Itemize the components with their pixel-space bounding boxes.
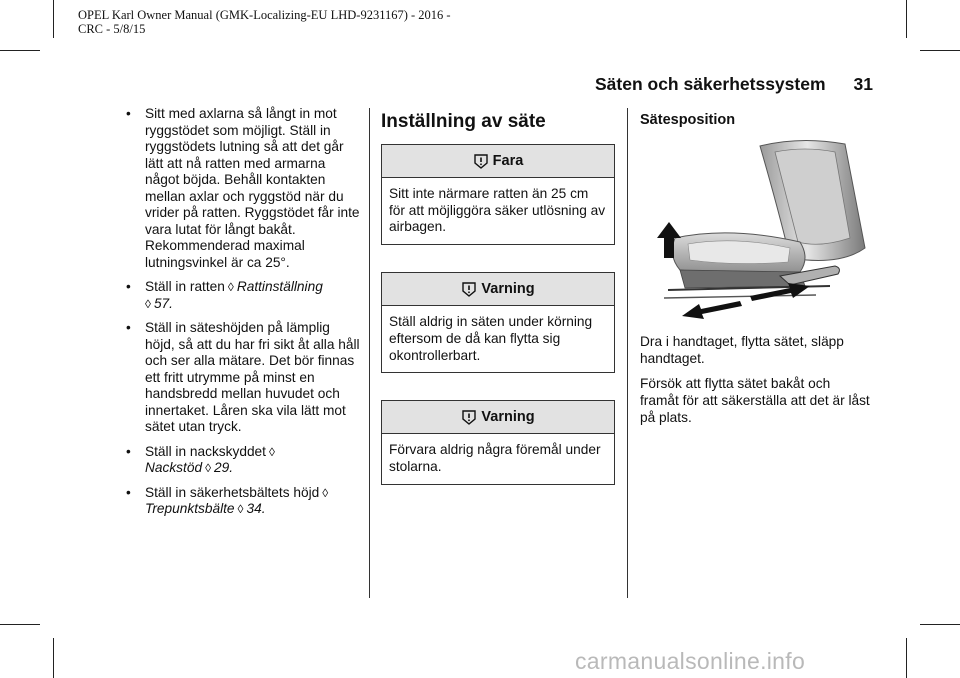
crop-mark [0, 624, 40, 625]
warning-box-header [382, 401, 614, 434]
danger-box-header [382, 145, 614, 178]
list-item [123, 106, 363, 271]
warning-text: Ställ aldrig in säten under körning eftersom de då kan flytta sig okontrollerbart. [389, 314, 593, 363]
warning-icon [461, 281, 477, 297]
page-ref-icon: ◊ [268, 444, 275, 459]
list-item-text: Sitt med axlarna så långt in mot ryggstödet som möjligt. Ställ in ryggstödets lutning så att det går lätt att nå ratten med armarna något böjda. Behåll kontakten mellan axlar och ryggstöd när du vrider på ratten. Ryggstödet får inte vara lutat för långt bakåt. Rekommenderad maximal lutningsvinkel är ca 25°. [145, 106, 360, 270]
crop-mark [920, 624, 960, 625]
page-title: Säten och säkerhetssystem [594, 74, 826, 94]
page-ref-icon: ◊ [205, 461, 211, 475]
cross-reference-link[interactable]: Trepunktsbälte [145, 501, 235, 516]
page-ref-number[interactable]: 34. [246, 501, 266, 516]
page-ref-icon: ◊ [322, 485, 329, 500]
bullet: • [126, 320, 131, 335]
list-item-text: Ställ in säteshöjden på lämplig höjd, så att du har fri sikt åt alla håll och ser alla mätare. Det bör finnas ett fritt utrymme på minst en handsbredd mellan huvudet och innertaket. Låren ska vila lätt mot sätet utan tryck. [145, 320, 360, 434]
doc-meta-line2: CRC - 5/8/15 [78, 22, 146, 36]
page-ref-icon: ◊ [237, 502, 244, 516]
page-ref-icon: ◊ [227, 280, 234, 294]
instruction-paragraph: Dra i handtaget, flytta sätet, släpp handtaget. [640, 334, 844, 366]
cross-reference-link[interactable]: Rattinställning [236, 279, 323, 294]
warning-box-header [382, 273, 614, 306]
crop-mark [53, 0, 54, 38]
subsection-title: Sätesposition [640, 112, 736, 128]
list-item-text: Ställ in ratten [145, 279, 225, 294]
warning-box [381, 272, 615, 373]
document-meta [78, 8, 451, 36]
page-ref-number[interactable]: 57. [153, 295, 173, 311]
page-ref-number[interactable]: 29. [214, 460, 234, 475]
crop-mark [920, 50, 960, 51]
warning-text: Förvara aldrig några föremål under stolarna. [389, 442, 601, 474]
instruction-paragraph: Försök att flytta sätet bakåt och framåt för att säkerställa att det är låst på plats. [640, 376, 870, 425]
crop-mark [53, 638, 54, 678]
crop-mark [906, 638, 907, 678]
cross-reference-link[interactable]: Nackstöd [145, 460, 203, 475]
page-ref-icon: ◊ [145, 296, 151, 311]
warning-icon [473, 153, 489, 169]
warning-icon [461, 409, 477, 425]
bullet-list [123, 106, 363, 518]
list-item [123, 485, 363, 518]
warning-box [381, 400, 615, 484]
list-item [123, 279, 363, 312]
bullet: • [126, 106, 131, 121]
warning-label: Varning [481, 281, 535, 298]
danger-label: Fara [492, 153, 524, 169]
list-item [123, 320, 363, 436]
warning-label: Varning [481, 409, 535, 426]
column-instructions [123, 106, 363, 526]
bullet: • [126, 443, 131, 459]
list-item-text: Ställ in säkerhetsbältets höjd [145, 484, 320, 500]
list-item [123, 444, 363, 477]
crop-mark [0, 50, 40, 51]
danger-box [381, 144, 615, 245]
column-divider [627, 108, 628, 598]
list-item-text: Ställ in nackskyddet [145, 443, 266, 459]
column-seat-adjustment [381, 106, 615, 512]
section-title: Inställning av säte [381, 111, 546, 132]
danger-text: Sitt inte närmare ratten än 25 cm för att möjliggöra säker utlösning av airbagen. [389, 186, 606, 235]
watermark: carmanualsonline.info [575, 648, 806, 674]
column-divider [369, 108, 370, 598]
page-number: 31 [853, 74, 873, 94]
bullet: • [126, 484, 131, 500]
bullet: • [126, 279, 131, 294]
page-header [595, 74, 873, 95]
doc-meta-line1: OPEL Karl Owner Manual (GMK-Localizing-EU LHD-9231167) - 2016 - [78, 8, 451, 22]
crop-mark [906, 0, 907, 38]
column-seat-position [640, 106, 872, 436]
seat-illustration [640, 138, 880, 320]
